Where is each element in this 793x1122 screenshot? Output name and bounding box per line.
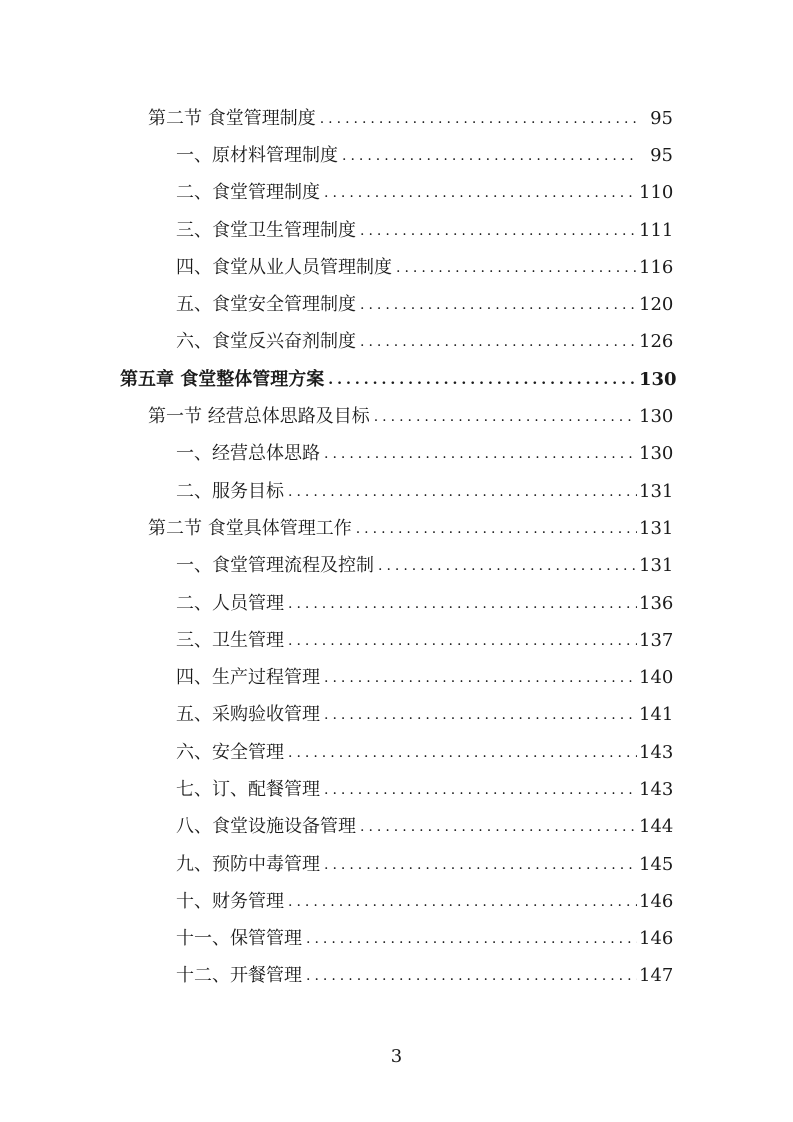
toc-entry-page-number: 137 bbox=[639, 629, 674, 651]
toc-subsection-entry[interactable] bbox=[0, 585, 793, 622]
toc-entry-title: 一、原材料管理制度 bbox=[176, 144, 338, 166]
toc-entry-title: 九、预防中毒管理 bbox=[176, 853, 320, 875]
toc-subsection-entry[interactable] bbox=[0, 324, 793, 361]
toc-entry-title: 二、人员管理 bbox=[176, 592, 284, 614]
toc-entry-page-number: 136 bbox=[639, 592, 674, 614]
toc-subsection-entry[interactable] bbox=[0, 659, 793, 696]
toc-section-entry[interactable] bbox=[0, 398, 793, 435]
toc-entry-title: 一、食堂管理流程及控制 bbox=[176, 555, 374, 577]
toc-entry-title: 五、采购验收管理 bbox=[176, 704, 320, 726]
toc-dot-leader bbox=[360, 298, 637, 312]
toc-subsection-entry[interactable] bbox=[0, 771, 793, 808]
toc-subsection-entry[interactable] bbox=[0, 622, 793, 659]
toc-entry-page-number: 145 bbox=[639, 853, 674, 875]
toc-subsection-entry[interactable] bbox=[0, 846, 793, 883]
toc-entry-page-number: 95 bbox=[650, 107, 673, 129]
toc-entry-page-number: 111 bbox=[639, 219, 674, 241]
toc-section-entry[interactable] bbox=[0, 100, 793, 137]
toc-subsection-entry[interactable] bbox=[0, 212, 793, 249]
toc-subsection-entry[interactable] bbox=[0, 436, 793, 473]
toc-entry-page-number: 120 bbox=[639, 294, 674, 316]
toc-chapter-entry[interactable] bbox=[0, 361, 793, 398]
toc-entry-page-number: 130 bbox=[639, 368, 677, 390]
toc-entry-page-number: 110 bbox=[639, 182, 674, 204]
toc-entry-page-number: 140 bbox=[639, 667, 674, 689]
toc-subsection-entry[interactable] bbox=[0, 883, 793, 920]
toc-dot-leader bbox=[324, 783, 637, 797]
toc-dot-leader bbox=[360, 820, 637, 834]
toc-subsection-entry[interactable] bbox=[0, 921, 793, 958]
toc-dot-leader bbox=[288, 895, 637, 909]
toc-dot-leader bbox=[324, 671, 637, 685]
toc-entry-page-number: 126 bbox=[639, 331, 674, 353]
toc-entry-title: 四、生产过程管理 bbox=[176, 667, 320, 689]
toc-entry-title: 三、食堂卫生管理制度 bbox=[176, 219, 356, 241]
toc-entry-page-number: 147 bbox=[639, 965, 674, 987]
toc-subsection-entry[interactable] bbox=[0, 697, 793, 734]
toc-section-entry[interactable] bbox=[0, 510, 793, 547]
toc-dot-leader bbox=[324, 186, 637, 200]
toc-dot-leader bbox=[288, 597, 637, 611]
toc-dot-leader bbox=[288, 485, 637, 499]
toc-entry-title: 二、食堂管理制度 bbox=[176, 182, 320, 204]
toc-entry-title: 六、食堂反兴奋剂制度 bbox=[176, 331, 356, 353]
toc-entry-title: 十二、开餐管理 bbox=[176, 965, 302, 987]
toc-entry-page-number: 146 bbox=[639, 890, 674, 912]
toc-dot-leader bbox=[356, 522, 637, 536]
toc-entry-page-number: 131 bbox=[639, 517, 674, 539]
toc-entry-page-number: 95 bbox=[650, 144, 673, 166]
toc-entry-page-number: 130 bbox=[639, 443, 674, 465]
toc-entry-title: 一、经营总体思路 bbox=[176, 443, 320, 465]
toc-dot-leader bbox=[288, 746, 637, 760]
toc-entry-title: 七、订、配餐管理 bbox=[176, 778, 320, 800]
toc-entry-title: 二、服务目标 bbox=[176, 480, 284, 502]
table-of-contents bbox=[0, 100, 793, 995]
toc-entry-title: 五、食堂安全管理制度 bbox=[176, 294, 356, 316]
toc-entry-title: 十、财务管理 bbox=[176, 890, 284, 912]
toc-entry-title: 六、安全管理 bbox=[176, 741, 284, 763]
toc-entry-title: 第五章 食堂整体管理方案 bbox=[120, 368, 325, 390]
toc-dot-leader bbox=[324, 858, 637, 872]
toc-entry-title: 十一、保管管理 bbox=[176, 928, 302, 950]
toc-dot-leader bbox=[306, 932, 637, 946]
toc-entry-page-number: 146 bbox=[639, 928, 674, 950]
toc-subsection-entry[interactable] bbox=[0, 734, 793, 771]
toc-subsection-entry[interactable] bbox=[0, 548, 793, 585]
toc-dot-leader bbox=[378, 559, 637, 573]
toc-dot-leader bbox=[374, 410, 637, 424]
page-number: 3 bbox=[390, 1046, 403, 1067]
toc-entry-title: 八、食堂设施设备管理 bbox=[176, 816, 356, 838]
toc-dot-leader bbox=[324, 708, 637, 722]
toc-dot-leader bbox=[324, 447, 637, 461]
toc-entry-page-number: 131 bbox=[639, 480, 674, 502]
toc-dot-leader bbox=[306, 969, 637, 983]
toc-dot-leader bbox=[288, 634, 637, 648]
toc-dot-leader bbox=[396, 261, 637, 275]
toc-subsection-entry[interactable] bbox=[0, 809, 793, 846]
toc-entry-title: 第一节 经营总体思路及目标 bbox=[148, 406, 370, 428]
toc-entry-page-number: 141 bbox=[639, 704, 674, 726]
toc-subsection-entry[interactable] bbox=[0, 137, 793, 174]
toc-entry-title: 第二节 食堂管理制度 bbox=[148, 107, 316, 129]
toc-entry-page-number: 131 bbox=[639, 555, 674, 577]
toc-entry-page-number: 143 bbox=[639, 778, 674, 800]
toc-dot-leader bbox=[360, 224, 637, 238]
toc-entry-title: 四、食堂从业人员管理制度 bbox=[176, 256, 392, 278]
toc-subsection-entry[interactable] bbox=[0, 958, 793, 995]
toc-dot-leader bbox=[320, 112, 637, 126]
toc-dot-leader bbox=[328, 373, 637, 387]
toc-dot-leader bbox=[342, 149, 637, 163]
toc-entry-page-number: 143 bbox=[639, 741, 674, 763]
toc-subsection-entry[interactable] bbox=[0, 286, 793, 323]
toc-entry-page-number: 130 bbox=[639, 406, 674, 428]
toc-entry-page-number: 144 bbox=[639, 816, 674, 838]
toc-dot-leader bbox=[360, 335, 637, 349]
toc-entry-title: 三、卫生管理 bbox=[176, 629, 284, 651]
toc-subsection-entry[interactable] bbox=[0, 473, 793, 510]
toc-subsection-entry[interactable] bbox=[0, 175, 793, 212]
toc-entry-title: 第二节 食堂具体管理工作 bbox=[148, 517, 352, 539]
toc-subsection-entry[interactable] bbox=[0, 249, 793, 286]
toc-entry-page-number: 116 bbox=[639, 256, 674, 278]
